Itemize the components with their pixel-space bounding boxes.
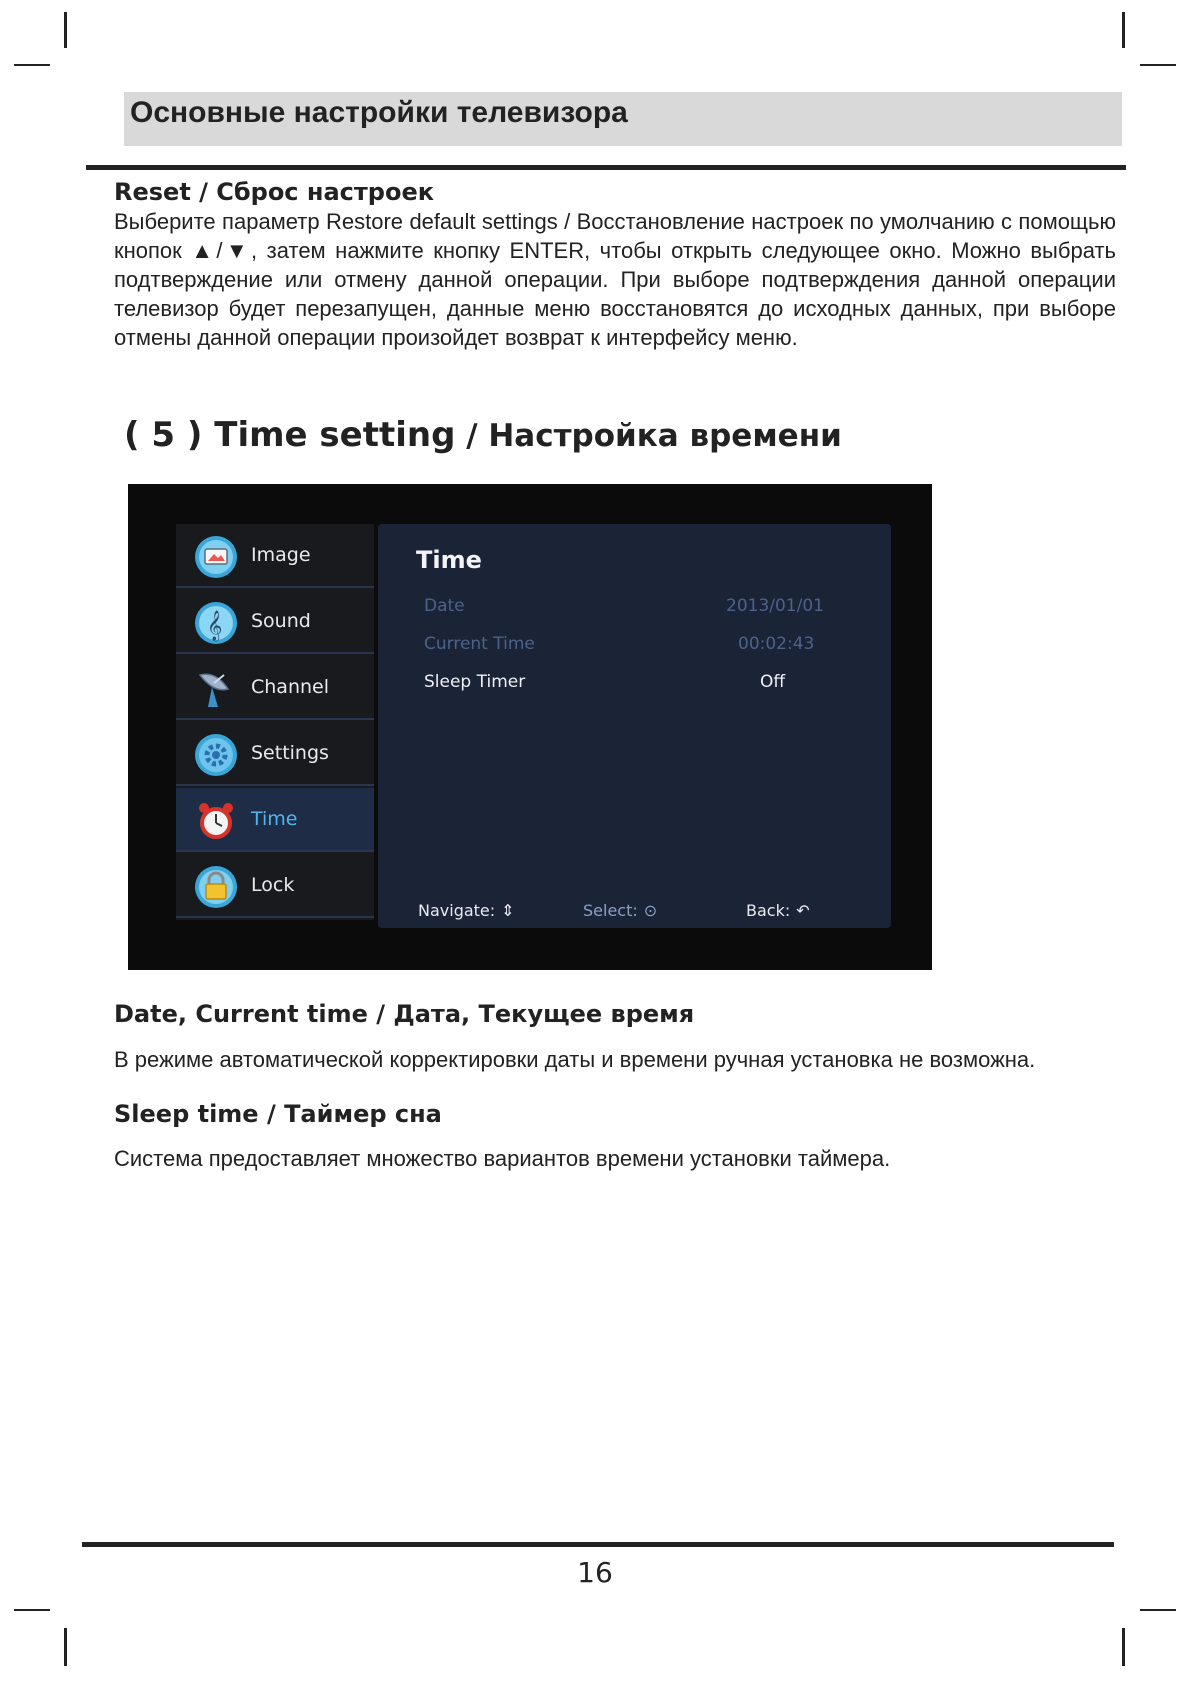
crop-mark xyxy=(64,1628,67,1666)
sleep-timer-value: Off xyxy=(760,672,786,692)
back-hint xyxy=(746,901,810,920)
panel-title: Time xyxy=(416,546,482,574)
sidebar-item-label: Settings xyxy=(251,742,329,764)
sleep-timer-row[interactable] xyxy=(424,672,844,702)
date-row[interactable] xyxy=(424,596,844,626)
navigate-hint xyxy=(418,901,515,920)
reset-paragraph: Выберите параметр Restore default settings / Восстановление настроек по умолчанию с помощью кнопок ▲/▼, затем нажмите кнопку ENTER, чтобы открыть следующее окно. Можно выбрать подтверждение или отмену данной операции. При выборе подтверждения данной операции телевизор будет перезапущен, данные меню восстановятся до исходных данных, при выборе отмены данной операции произойдет возврат к интерфейсу меню. xyxy=(114,209,1116,350)
crop-mark xyxy=(1122,12,1125,48)
select-hint xyxy=(583,901,657,920)
divider xyxy=(82,1542,1114,1547)
current-time-row[interactable] xyxy=(424,634,844,664)
crop-mark xyxy=(14,64,50,66)
sidebar-item-label: Lock xyxy=(251,874,295,896)
select-label: Select: xyxy=(583,901,638,920)
gear-icon xyxy=(194,733,238,777)
image-icon xyxy=(194,535,238,579)
back-arrow-icon: ↶ xyxy=(796,901,810,920)
time-setting-heading-en: ( 5 ) Time setting xyxy=(124,415,456,455)
sidebar-item-label: Time xyxy=(251,808,298,830)
satellite-dish-icon xyxy=(194,667,238,711)
select-button-icon: ⊙ xyxy=(643,901,658,920)
page-header xyxy=(124,92,1122,146)
sidebar-item-image[interactable] xyxy=(176,524,374,588)
time-settings-panel xyxy=(378,524,891,928)
music-note-icon xyxy=(194,601,238,645)
sleep-time-heading: Sleep time / Таймер сна xyxy=(114,1100,442,1128)
sidebar-item-label: Channel xyxy=(251,676,330,698)
navigate-arrows-icon: ⇕ xyxy=(501,901,515,920)
date-label: Date xyxy=(424,596,465,616)
padlock-icon xyxy=(194,865,238,909)
divider xyxy=(86,165,1126,170)
crop-mark xyxy=(14,1609,50,1611)
page-title: Основные настройки телевизора xyxy=(130,96,628,129)
date-time-heading: Date, Current time / Дата, Текущее время xyxy=(114,1000,695,1028)
sidebar-item-lock[interactable] xyxy=(176,854,374,918)
back-label: Back: xyxy=(746,901,791,920)
tv-menu-screenshot xyxy=(128,484,932,970)
sidebar-item-label: Image xyxy=(251,544,311,566)
navigate-label: Navigate: xyxy=(418,901,496,920)
time-setting-heading-ru: / Настройка времени xyxy=(455,418,842,454)
sidebar-item-sound[interactable] xyxy=(176,590,374,654)
crop-mark xyxy=(1122,1628,1125,1666)
date-value: 2013/01/01 xyxy=(726,596,824,616)
sidebar-item-settings[interactable] xyxy=(176,722,374,786)
sidebar-item-time[interactable] xyxy=(176,788,374,852)
date-time-paragraph: В режиме автоматической корректировки даты и времени ручная установка не возможна. xyxy=(114,1047,1036,1072)
alarm-clock-icon xyxy=(194,799,238,843)
tv-sidebar xyxy=(176,524,374,920)
sidebar-item-channel[interactable] xyxy=(176,656,374,720)
svg-text:𝄞: 𝄞 xyxy=(207,611,223,641)
time-setting-heading xyxy=(124,415,842,455)
reset-heading: Reset / Сброс настроек xyxy=(114,178,435,206)
crop-mark xyxy=(64,12,67,48)
current-time-value: 00:02:43 xyxy=(738,634,815,654)
sleep-timer-label: Sleep Timer xyxy=(424,672,526,692)
sidebar-item-label: Sound xyxy=(251,610,311,632)
crop-mark xyxy=(1140,64,1176,66)
crop-mark xyxy=(1140,1609,1176,1611)
sleep-time-paragraph: Система предоставляет множество вариантов времени установки таймера. xyxy=(114,1146,891,1171)
page-number: 16 xyxy=(577,1556,613,1589)
current-time-label: Current Time xyxy=(424,634,535,654)
